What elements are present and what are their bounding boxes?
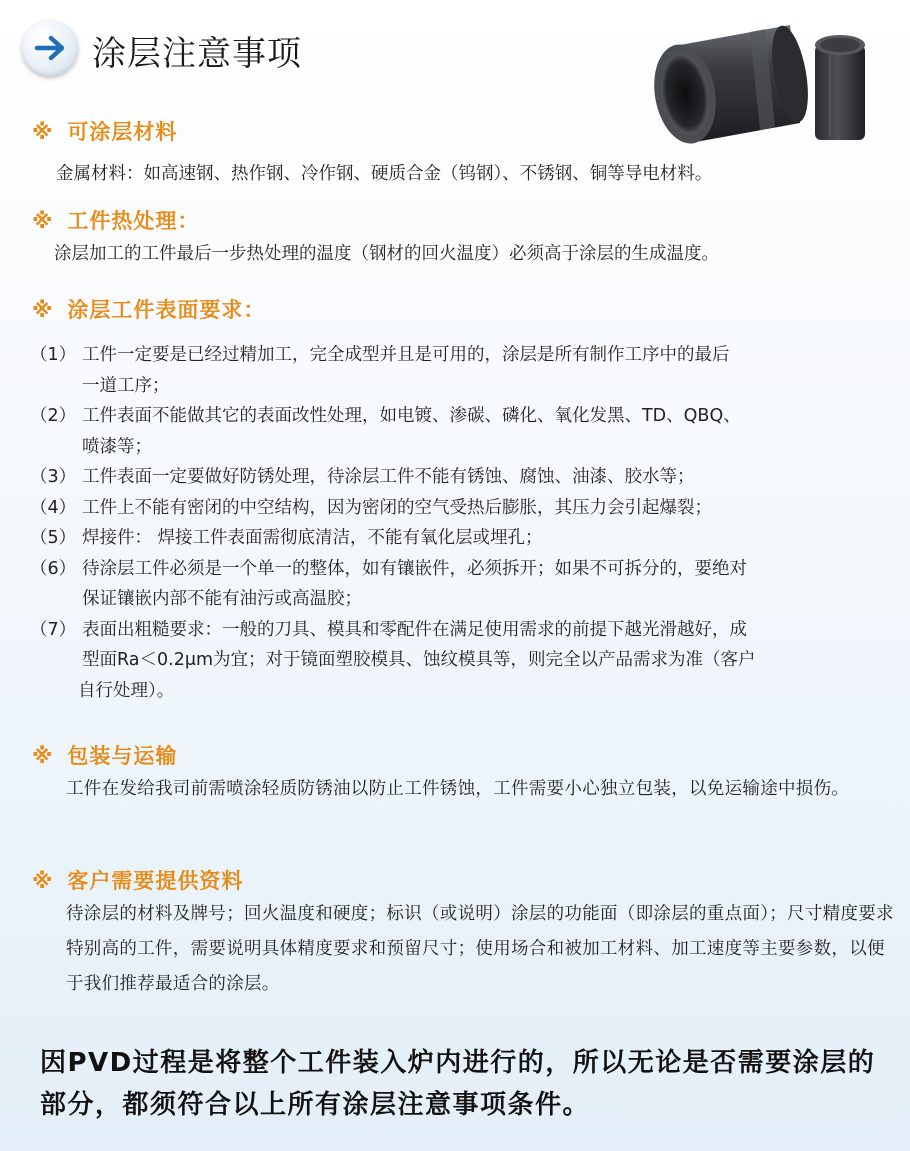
coated-parts-photo bbox=[640, 5, 900, 155]
item-number: （5） bbox=[30, 528, 77, 548]
item-text-continued: 喷漆等； bbox=[82, 436, 152, 457]
item-text: 工件上不能有密闭的中空结构，因为密闭的空气受热后膨胀，其压力会引起爆裂； bbox=[82, 497, 712, 518]
customer-info-text: 待涂层的材料及牌号；回火温度和硬度；标识（或说明）涂层的功能面（即涂层的重点面）；尺寸精度要求特别高的工件，需要说明具体精度要求和预留尺寸；使用场合和被加工材料、加工速度等主要参数，以便于我们推荐最适合的涂层。 bbox=[66, 904, 894, 994]
reference-mark-icon: ※ bbox=[32, 209, 54, 233]
section-heading-heat-treatment bbox=[32, 205, 199, 235]
item-text: 工件表面一定要做好防锈处理，待涂层工件不能有锈蚀、腐蚀、油漆、胶水等； bbox=[82, 467, 695, 487]
item-number: （4） bbox=[30, 497, 77, 518]
item-text-continued: 自行处理）。 bbox=[78, 680, 175, 701]
reference-mark-icon: ※ bbox=[32, 120, 54, 144]
heading-text: 包装与运输 bbox=[67, 744, 178, 768]
heading-text: 工件热处理： bbox=[67, 209, 200, 233]
item-text: 表面出粗糙要求：一般的刀具、模具和零配件在满足使用需求的前提下越光滑越好，成 bbox=[82, 619, 747, 640]
page-title: 涂层注意事项 bbox=[92, 34, 302, 74]
item-number: （2） bbox=[30, 406, 77, 426]
packing-text: 工件在发给我司前需喷涂轻质防锈油以防止工件锈蚀，工件需要小心独立包装，以免运输途中损伤。 bbox=[66, 779, 850, 799]
item-text: 工件表面不能做其它的表面改性处理，如电镀、渗碳、磷化、氧化发黑、TD、QBQ、 bbox=[82, 406, 741, 426]
list-item bbox=[30, 401, 900, 462]
heading-text: 涂层工件表面要求： bbox=[67, 298, 266, 322]
list-item bbox=[30, 493, 900, 524]
item-number: （3） bbox=[30, 467, 77, 487]
reference-mark-icon: ※ bbox=[32, 744, 54, 768]
section-heading-surface bbox=[32, 294, 265, 324]
surface-requirements-list bbox=[30, 340, 900, 706]
heading-text: 可涂层材料 bbox=[67, 120, 178, 144]
section-heading-materials bbox=[32, 116, 177, 146]
item-number: （6） bbox=[30, 558, 77, 579]
item-text: 待涂层工件必须是一个单一的整体，如有镶嵌件，必须拆开；如果不可拆分的，要绝对 bbox=[82, 558, 747, 579]
reference-mark-icon: ※ bbox=[32, 298, 54, 322]
materials-text: 金属材料：如高速钢、热作钢、冷作钢、硬质合金（钨钢）、不锈钢、铜等导电材料。 bbox=[56, 164, 713, 184]
list-item bbox=[30, 554, 900, 615]
heat-treatment-text: 涂层加工的工件最后一步热处理的温度（钢材的回火温度）必须高于涂层的生成温度。 bbox=[54, 244, 719, 264]
list-item bbox=[30, 523, 900, 554]
arrow-right-icon bbox=[22, 20, 78, 76]
item-number: （1） bbox=[30, 345, 77, 365]
footer-note: 因PVD过程是将整个工件装入炉内进行的，所以无论是否需要涂层的部分，都须符合以上所有涂层注意事项条件。 bbox=[40, 1048, 876, 1120]
reference-mark-icon: ※ bbox=[32, 869, 54, 893]
item-text: 焊接件： 焊接工件表面需彻底清洁，不能有氧化层或埋孔； bbox=[82, 528, 543, 548]
item-text: 工件一定要是已经过精加工，完全成型并且是可用的，涂层是所有制作工序中的最后 bbox=[82, 345, 730, 365]
item-text-continued: 一道工序； bbox=[82, 375, 170, 396]
list-item bbox=[30, 340, 900, 401]
item-text-continued: 型面Ra＜0.2μm为宜；对于镜面塑胶模具、蚀纹模具等，则完全以产品需求为准（客户 bbox=[82, 650, 756, 670]
item-text-continued: 保证镶嵌内部不能有油污或高温胶； bbox=[82, 589, 362, 609]
list-item bbox=[30, 615, 900, 707]
section-heading-customer-info bbox=[32, 865, 243, 895]
list-item bbox=[30, 462, 900, 493]
heading-text: 客户需要提供资料 bbox=[67, 869, 244, 893]
item-number: （7） bbox=[30, 619, 77, 640]
section-heading-packing bbox=[32, 740, 177, 770]
